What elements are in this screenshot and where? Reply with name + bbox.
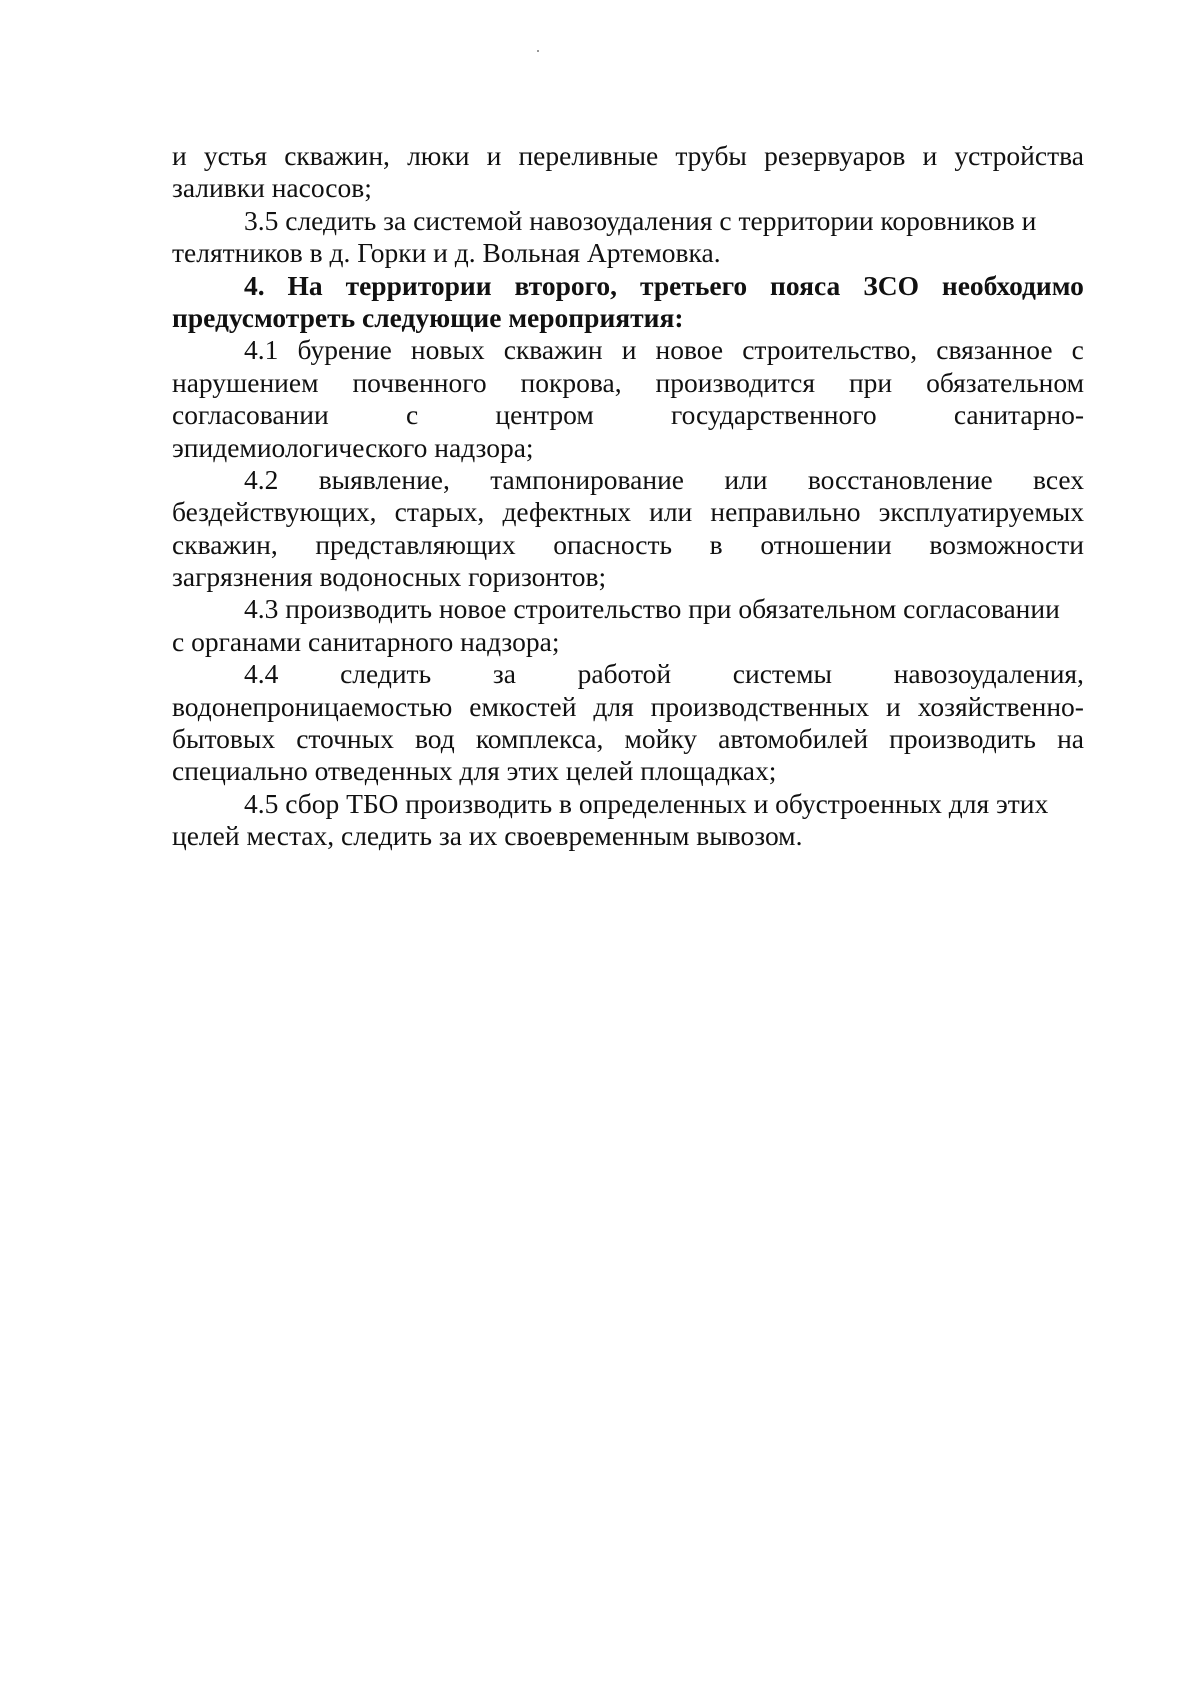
word: 4.1 [244, 334, 279, 366]
text-line: предусмотреть следующие мероприятия: [172, 301, 684, 333]
word: или [724, 463, 768, 495]
word: переливные [518, 140, 659, 171]
word: представляющих [315, 528, 516, 560]
word: мойку [624, 723, 698, 755]
word: всех [1033, 463, 1084, 495]
word: бурение [297, 334, 392, 366]
word: опасность [553, 528, 673, 560]
word: возможности [929, 528, 1084, 560]
text-line: 4.5 сбор ТБО производить в определенных и обустроенных для этих [244, 787, 1049, 819]
word: восстановление [807, 463, 993, 495]
word: государственного [671, 399, 877, 431]
word: вод [414, 723, 455, 755]
word: почвенного [352, 366, 487, 398]
word: нарушением [172, 366, 319, 398]
word: центром [495, 399, 594, 431]
word: бездействующих, [172, 496, 377, 528]
word: новое [655, 334, 724, 366]
word: сточных [296, 723, 394, 755]
word: скважин, [284, 140, 390, 171]
word: автомобилей [718, 723, 869, 755]
word: пояса [770, 269, 841, 301]
scan-speck [537, 50, 539, 52]
word: производственных [650, 690, 870, 722]
text-line: заливки насосов; [172, 172, 372, 204]
word: устья [203, 140, 268, 171]
word: 4. [244, 269, 265, 301]
word: хозяйственно- [917, 690, 1084, 722]
word: и [486, 140, 502, 171]
word: согласовании [172, 399, 329, 431]
word: ЗСО [863, 269, 919, 301]
word: за [492, 658, 516, 690]
text-line [172, 464, 1084, 496]
word: отношении [760, 528, 892, 560]
word: 4.4 [244, 658, 279, 690]
text-line [172, 399, 1084, 431]
word: устройства [954, 140, 1084, 171]
word: и [886, 690, 901, 722]
text-line [172, 496, 1084, 528]
word: люки [407, 140, 470, 171]
word: в [709, 528, 723, 560]
word: скважин, [172, 528, 278, 560]
word: тампонирование [490, 463, 685, 495]
word: и [922, 140, 938, 171]
text-line [172, 270, 1084, 302]
text-line [172, 529, 1084, 561]
word: скважин [503, 334, 603, 366]
word: навозоудаления, [893, 658, 1084, 690]
word: На [287, 269, 323, 301]
word: неправильно [710, 496, 861, 528]
text-line: с органами санитарного надзора; [172, 625, 560, 657]
word: второго, [514, 269, 618, 301]
word: третьего [639, 269, 748, 301]
word: с [1071, 334, 1084, 366]
word: 4.2 [244, 463, 279, 495]
text-line: 4.3 производить новое строительство при обязательном согласовании [244, 593, 1060, 625]
word: комплекса, [475, 723, 604, 755]
word: с [405, 399, 419, 431]
word: для [593, 690, 634, 722]
word: старых, [394, 496, 485, 528]
text-line: специально отведенных для этих целей площадках; [172, 755, 777, 787]
text-line [172, 367, 1084, 399]
text-line: телятников в д. Горки и д. Вольная Артемовка. [172, 237, 721, 269]
word: обязательном [926, 366, 1084, 398]
word: территории [345, 269, 492, 301]
word: связанное [936, 334, 1053, 366]
word: резервуаров [764, 140, 906, 171]
word: производить [889, 723, 1036, 755]
word: следить [340, 658, 432, 690]
word: санитарно- [953, 399, 1084, 431]
word: трубы [675, 140, 747, 171]
text-line: загрязнения водоносных горизонтов; [172, 561, 607, 593]
word: выявление, [318, 463, 450, 495]
document-body [172, 140, 1084, 853]
word: системы [732, 658, 833, 690]
word: эксплуатируемых [878, 496, 1084, 528]
text-line: целей местах, следить за их своевременным вывозом. [172, 820, 803, 852]
word: на [1057, 723, 1084, 755]
word: необходимо [941, 269, 1084, 301]
word: и [621, 334, 637, 366]
word: и [172, 140, 187, 171]
text-line: 3.5 следить за системой навозоудаления с территории коровников и [244, 204, 1037, 236]
word: строительство, [742, 334, 918, 366]
word: производится [655, 366, 815, 398]
text-line [172, 334, 1084, 366]
text-line [172, 140, 1084, 172]
word: работой [577, 658, 672, 690]
text-line: эпидемиологического надзора; [172, 431, 534, 463]
text-line [172, 658, 1084, 690]
word: емкостей [469, 690, 577, 722]
word: или [649, 496, 693, 528]
word: при [848, 366, 893, 398]
word: водонепроницаемостью [172, 690, 453, 722]
word: новых [410, 334, 485, 366]
text-line [172, 723, 1084, 755]
word: покрова, [520, 366, 622, 398]
word: дефектных [502, 496, 631, 528]
text-line [172, 691, 1084, 723]
word: бытовых [172, 723, 276, 755]
